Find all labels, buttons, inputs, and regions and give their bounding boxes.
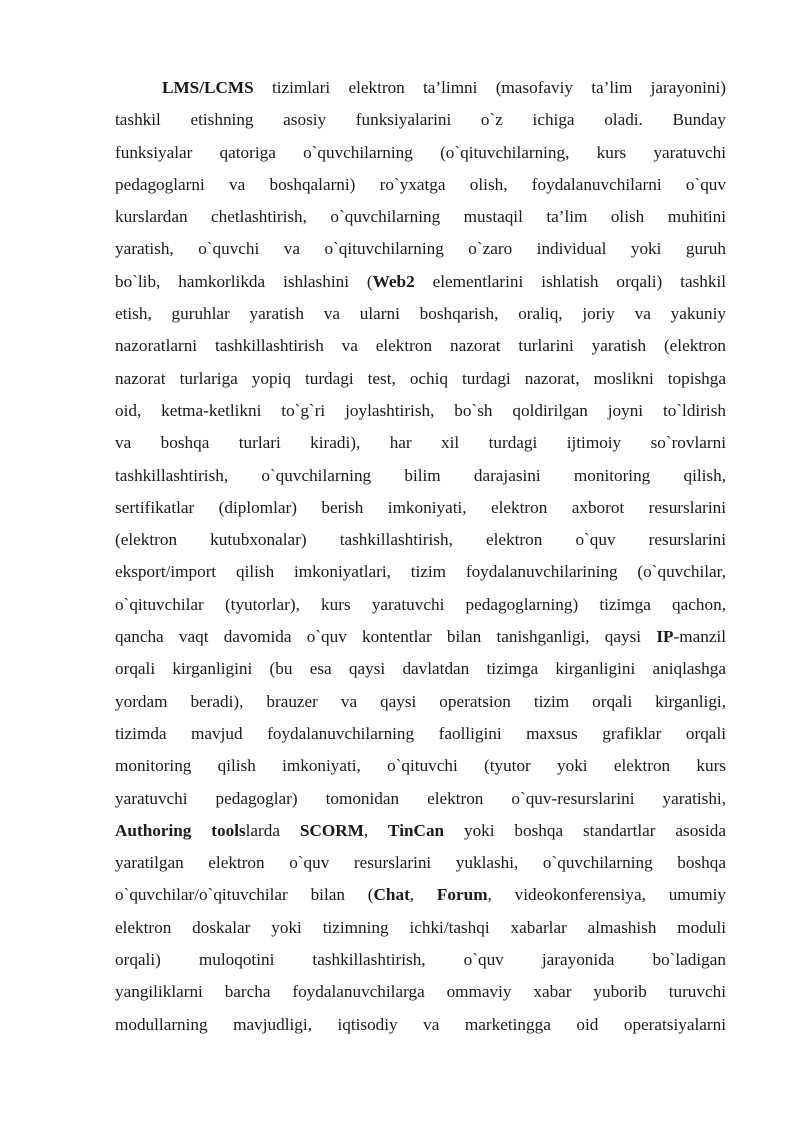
text-run: yaratuvchi pedagoglar) tomonidan elektron o`quv-resurslarini yaratishi, xyxy=(115,788,726,808)
text-run: o`quvchilar/o`qituvchilar bilan ( xyxy=(115,885,374,905)
bold-term: Web2 xyxy=(372,271,415,291)
text-run: eksport/import qilish imkoniyatlari, tizim foydalanuvchilarining (o`quvchilar, xyxy=(115,562,726,582)
text-run: bo`lib, hamkorlikda ishlashini ( xyxy=(115,271,373,291)
text-line xyxy=(115,976,726,1008)
text-line xyxy=(115,815,726,847)
bold-term: Forum xyxy=(436,885,488,905)
text-run: , videokonferensiya, umumiy xyxy=(487,885,727,905)
text-line xyxy=(115,460,726,492)
text-run: elementlarini ishlatish orqali) tashkil xyxy=(414,271,727,291)
text-line xyxy=(115,72,726,104)
text-line xyxy=(115,556,726,588)
text-line xyxy=(115,1009,726,1041)
text-line xyxy=(115,783,726,815)
text-line xyxy=(115,233,726,265)
text-line xyxy=(115,427,726,459)
text-run: qancha vaqt davomida o`quv kontentlar bilan tanishganligi, qaysi xyxy=(115,627,657,647)
text-run: o`qituvchilar (tyutorlar), kurs yaratuvchi pedagoglarning) tizimga qachon, xyxy=(115,594,726,614)
text-line xyxy=(115,363,726,395)
text-run: yaratilgan elektron o`quv resurslarini yuklashi, o`quvchilarning boshqa xyxy=(115,853,726,873)
text-run: yangiliklarni barcha foydalanuvchilarga ommaviy xabar yuborib turuvchi xyxy=(115,982,726,1002)
text-run: yaratish, o`quvchi va o`qituvchilarning o`zaro individual yoki guruh xyxy=(115,239,726,259)
text-run: , xyxy=(409,885,437,905)
text-run: nazorat turlariga yopiq turdagi test, ochiq turdagi nazorat, moslikni topishga xyxy=(115,368,726,388)
text-line xyxy=(115,104,726,136)
bold-term: SCORM xyxy=(299,820,364,840)
text-line xyxy=(115,847,726,879)
text-line xyxy=(115,944,726,976)
text-line xyxy=(115,266,726,298)
text-line xyxy=(115,201,726,233)
text-run: modullarning mavjudligi, iqtisodiy va marketingga oid operatsiyalarni xyxy=(115,1014,726,1034)
text-line xyxy=(115,589,726,621)
text-run: funksiyalar qatoriga o`quvchilarning (o`qituvchilarning, kurs yaratuvchi xyxy=(115,142,726,162)
text-line xyxy=(115,524,726,556)
text-run: tashkil etishning asosiy funksiyalarini o`z ichiga oladi. Bunday xyxy=(115,110,726,130)
text-line xyxy=(115,621,726,653)
text-line xyxy=(115,395,726,427)
text-run: , xyxy=(363,820,389,840)
text-run: tizimda mavjud foydalanuvchilarning faolligini maxsus grafiklar orqali xyxy=(115,723,726,743)
text-run: nazoratlarni tashkillashtirish va elektron nazorat turlarini yaratish (elektron xyxy=(115,336,726,356)
text-line xyxy=(115,912,726,944)
text-run: kurslardan chetlashtirish, o`quvchilarning mustaqil ta’lim olish muhitini xyxy=(115,207,726,227)
text-run: (elektron kutubxonalar) tashkillashtirish, elektron o`quv resurslarini xyxy=(115,530,726,550)
text-run: orqali) muloqotini tashkillashtirish, o`quv jarayonida bo`ladigan xyxy=(115,950,726,970)
text-run: elektron doskalar yoki tizimning ichki/tashqi xabarlar almashish moduli xyxy=(115,917,726,937)
text-line xyxy=(115,492,726,524)
text-line xyxy=(115,137,726,169)
text-run: yordam beradi), brauzer va qaysi operatsion tizim orqali kirganligi, xyxy=(115,691,726,711)
text-line xyxy=(115,750,726,782)
text-run: -manzil xyxy=(673,627,726,647)
text-run: monitoring qilish imkoniyati, o`qituvchi (tyutor yoki elektron kurs xyxy=(115,756,726,776)
text-line xyxy=(115,686,726,718)
text-run: oid, ketma-ketlikni to`g`ri joylashtirish, bo`sh qoldirilgan joyni to`ldirish xyxy=(115,400,726,420)
bold-term: Authoring tools xyxy=(115,820,246,840)
text-run: larda xyxy=(245,820,300,840)
text-line xyxy=(115,169,726,201)
text-line xyxy=(115,298,726,330)
text-run: va boshqa turlari kiradi), har xil turdagi ijtimoiy so`rovlarni xyxy=(115,433,726,453)
bold-term: TinCan xyxy=(388,820,445,840)
text-run: pedagoglarni va boshqalarni) ro`yxatga olish, foydalanuvchilarni o`quv xyxy=(115,174,726,194)
text-run: orqali kirganligini (bu esa qaysi davlatdan tizimga kirganligini aniqlashga xyxy=(115,659,726,679)
text-run: tashkillashtirish, o`quvchilarning bilim darajasini monitoring qilish, xyxy=(115,465,726,485)
text-line xyxy=(115,330,726,362)
text-line xyxy=(115,879,726,911)
text-run: tizimlari elektron ta’limni (masofaviy ta’lim jarayonini) xyxy=(253,78,726,97)
text-run: etish, guruhlar yaratish va ularni boshqarish, oraliq, joriy va yakuniy xyxy=(115,304,726,324)
text-line xyxy=(115,653,726,685)
bold-term: Chat xyxy=(373,885,410,905)
bold-term: LMS/LCMS xyxy=(162,78,254,97)
body-paragraph xyxy=(115,72,726,1041)
text-line xyxy=(115,718,726,750)
text-run: sertifikatlar (diplomlar) berish imkoniyati, elektron axborot resurslarini xyxy=(115,497,726,517)
bold-term: IP xyxy=(656,627,674,647)
text-run: yoki boshqa standartlar asosida xyxy=(444,820,726,840)
